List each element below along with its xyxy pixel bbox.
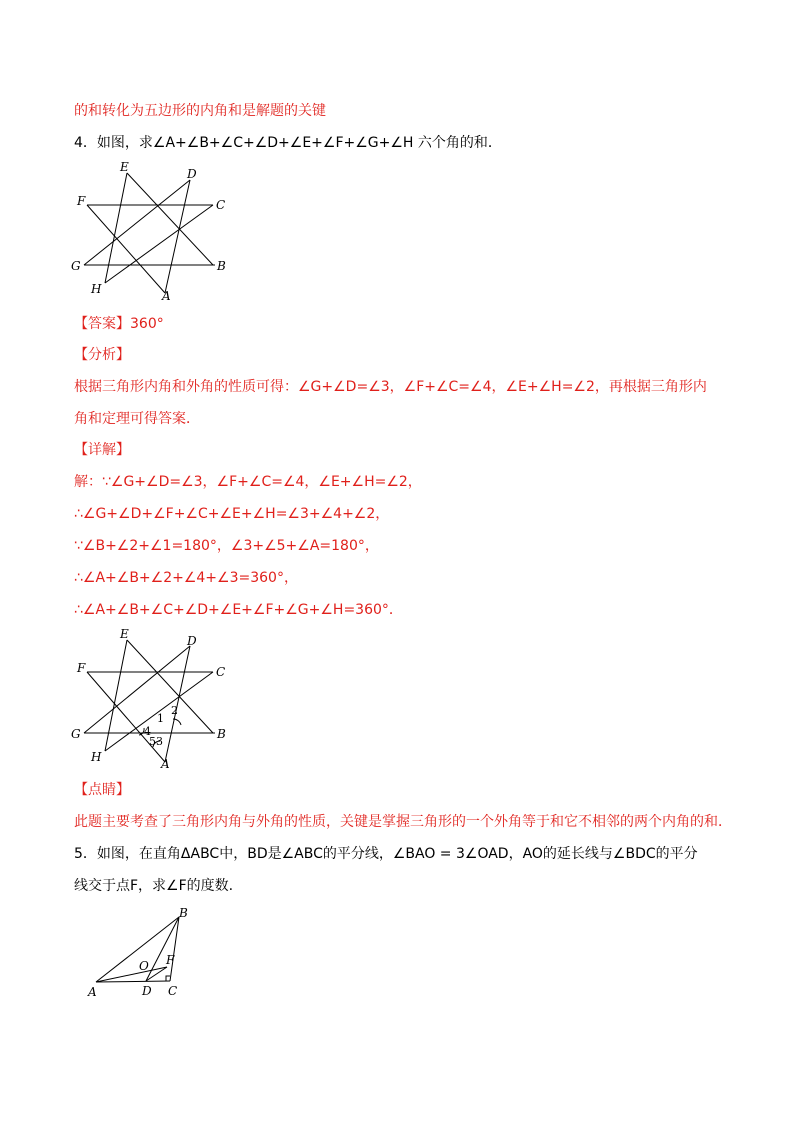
fig1-label-g: G	[71, 259, 81, 273]
q5-figure	[82, 904, 202, 1000]
intro-tail: 的和转化为五边形的内角和是解题的关键	[74, 103, 326, 119]
q5-label-o: O	[139, 959, 149, 973]
q5-label-d: D	[142, 984, 152, 998]
q4-answer	[74, 315, 164, 333]
q4-solution-figure	[70, 624, 240, 772]
q5-label-c: C	[168, 984, 178, 998]
analysis-line-2: 角和定理可得答案．	[74, 411, 200, 427]
fig2-label-f: F	[77, 661, 86, 675]
q5-line-1	[74, 845, 698, 863]
q5-label-a: A	[88, 985, 97, 999]
analysis-tag: 【分析】	[74, 347, 130, 363]
fig2-label-h: H	[91, 750, 102, 764]
answer-tag: 【答案】	[74, 316, 130, 332]
q5-line-2: 线交于点F，求∠F的度数.	[74, 878, 234, 894]
fig1-label-a: A	[162, 289, 171, 302]
q5-label-f: F	[166, 953, 175, 967]
fig2-label-d: D	[187, 634, 197, 648]
q4-number: 4．	[74, 135, 97, 151]
fig2-label-g: G	[71, 727, 81, 741]
fig2-label-e: E	[120, 627, 129, 641]
q5-label-b: B	[179, 906, 188, 920]
fig2-angle-53: 53	[149, 735, 163, 748]
fig1-label-e: E	[120, 160, 129, 174]
fig1-label-d: D	[187, 167, 197, 181]
detail-step-4: ∴∠A+∠B+∠2+∠4+∠3=360°，	[74, 570, 298, 586]
detail-step-5: ∴∠A+∠B+∠C+∠D+∠E+∠F+∠G+∠H=360°．	[74, 602, 403, 618]
fig1-label-c: C	[216, 198, 226, 212]
fig2-label-c: C	[216, 665, 226, 679]
q4-stem-text: 如图，求∠A+∠B+∠C+∠D+∠E+∠F+∠G+∠H 六个角的和．	[96, 135, 502, 151]
fig2-angle-1: 1	[157, 712, 164, 725]
comment-text: 此题主要考查了三角形内角与外角的性质，关键是掌握三角形的一个外角等于和它不相邻的两个内角的和．	[74, 814, 732, 830]
detail-step-2: ∴∠G+∠D+∠F+∠C+∠E+∠H=∠3+∠4+∠2，	[74, 506, 390, 522]
fig2-label-b: B	[217, 727, 226, 741]
q5-line-1-text: 如图，在直角ΔABC中，BD是∠ABC的平分线，∠BAO = 3∠OAD，AO的延长线与∠BDC的平分	[96, 846, 698, 862]
comment-tag: 【点睛】	[74, 782, 130, 798]
fig1-label-h: H	[91, 282, 102, 296]
fig2-angle-4: 4	[144, 725, 151, 738]
q4-stem	[74, 134, 502, 152]
fig2-label-a: A	[161, 757, 170, 771]
q5-number: 5．	[74, 846, 97, 862]
fig1-label-f: F	[77, 194, 86, 208]
detail-tag: 【详解】	[74, 442, 130, 458]
fig2-angle-2: 2	[171, 704, 178, 717]
q4-figure	[70, 156, 240, 302]
detail-step-1: 解：∵∠G+∠D=∠3，∠F+∠C=∠4，∠E+∠H=∠2，	[74, 474, 422, 490]
detail-step-3: ∵∠B+∠2+∠1=180°，∠3+∠5+∠A=180°，	[74, 538, 379, 554]
analysis-line-1: 根据三角形内角和外角的性质可得：∠G+∠D=∠3，∠F+∠C=∠4，∠E+∠H=∠2，再根据三角形内	[74, 379, 707, 395]
answer-value: 360°	[130, 316, 164, 332]
fig1-label-b: B	[217, 259, 226, 273]
